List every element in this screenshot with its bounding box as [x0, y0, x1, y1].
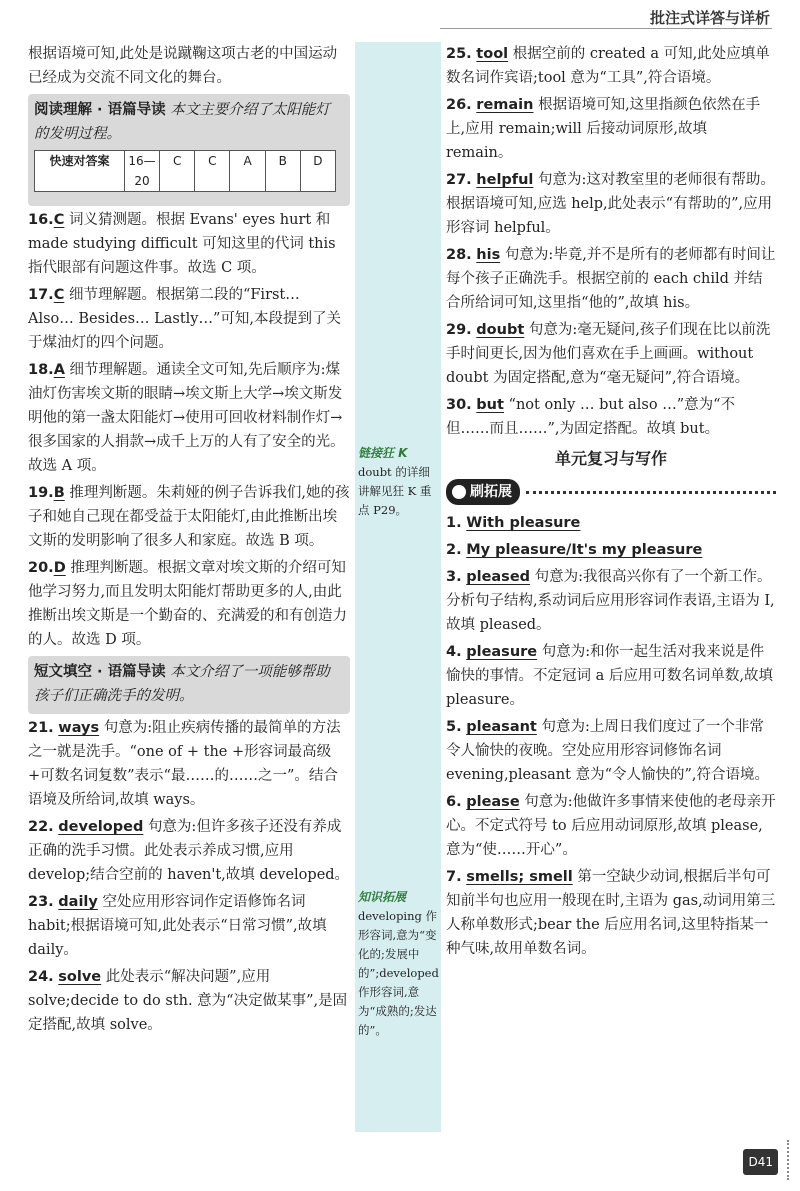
- item-explanation: 推理判断题。朱莉娅的例子告诉我们,她的孩子和她自己现在都受益于太阳能灯,由此推断出埃文斯的发明影响了很多人和家庭。故选 B 项。: [28, 485, 350, 549]
- item-explanation: 细节理解题。通读全文可知,先后顺序为:煤油灯伤害埃文斯的眼睛→埃文斯上大学→埃文斯发明他的第一盏太阳能灯→使用可回收材料制作灯→很多国家的人捐款→成千上万的人有了安全的光。故选 A 项。: [28, 362, 345, 474]
- answer-item: [446, 715, 776, 787]
- item-number: 28.: [446, 247, 472, 263]
- item-number: 20.: [28, 560, 54, 576]
- item-explanation: 句意为:我很高兴你有了一个新工作。分析句子结构,系动词后应用形容词作表语,主语为 I,故填 pleased。: [446, 569, 775, 633]
- knowledge-title: 知识拓展: [358, 890, 407, 904]
- item-explanation: 句意为:这对教室里的老师很有帮助。根据语境可知,应选 help,此处表示“有帮助的”,应用形容词 helpful。: [446, 172, 775, 236]
- item-answer: D: [53, 560, 66, 576]
- item-explanation: 根据语境可知,这里指颜色依然在手上,应用 remain;will 后接动词原形,故填 remain。: [446, 97, 761, 161]
- left-column: [28, 42, 350, 1040]
- answer-item: [446, 243, 776, 315]
- item-answer: A: [53, 362, 65, 378]
- item-explanation: 此处表示“解决问题”,应用 solve;decide to do sth. 意为“决定做某事”,是固定搭配,故填 solve。: [28, 969, 348, 1033]
- item-answer: ways: [58, 720, 100, 736]
- quick-answer: D: [313, 154, 323, 168]
- item-answer: My pleasure/It's my pleasure: [466, 542, 703, 558]
- item-answer: his: [476, 247, 501, 263]
- item-number: 26.: [446, 97, 472, 113]
- link-text: doubt 的详细讲解见狂 K 重点 P29。: [358, 465, 432, 517]
- item-number: 24.: [28, 969, 54, 985]
- item-explanation: 句意为:但许多孩子还没有养成正确的洗手习惯。此处表示养成习惯,应用 develop;结合空前的 haven't,故填 developed。: [28, 819, 350, 883]
- right-column: [446, 42, 776, 964]
- quick-answer: C: [160, 151, 195, 191]
- item-answer: smells; smell: [466, 869, 573, 885]
- answer-item: [28, 208, 350, 280]
- answer-item: [28, 556, 350, 652]
- item-number: 16.: [28, 212, 54, 228]
- answer-item: [28, 890, 350, 962]
- item-explanation: 句意为:上周日我们度过了一个非常令人愉快的夜晚。空处应用形容词修饰名词 evening,pleasant 意为“令人愉快的”,符合语境。: [446, 719, 769, 783]
- item-explanation: “not only … but also …”意为“不但……而且……”,为固定搭配。故填 but。: [446, 397, 736, 437]
- item-answer: but: [476, 397, 504, 413]
- item-explanation: 细节理解题。根据第二段的“First… Also… Besides… Lastly…”可知,本段提到了关于煤油灯的四个问题。: [28, 287, 342, 351]
- answer-item: [28, 965, 350, 1037]
- answer-item: [28, 358, 350, 478]
- answer-item: [446, 511, 776, 535]
- item-number: 19.: [28, 485, 54, 501]
- item-number: 5.: [446, 719, 462, 735]
- item-number: 7.: [446, 869, 462, 885]
- item-number: 25.: [446, 46, 472, 62]
- item-answer: C: [53, 212, 65, 228]
- answer-item: [28, 481, 350, 553]
- item-answer: please: [466, 794, 520, 810]
- answer-item: [446, 93, 776, 165]
- item-explanation: 句意为:他做许多事情来使他的老母亲开心。不定式符号 to 后应用动词原形,故填 please,意为“使……开心”。: [446, 794, 776, 858]
- link-note: [358, 444, 440, 520]
- item-answer: solve: [58, 969, 102, 985]
- answer-item: [446, 168, 776, 240]
- quick-range: 16—20: [125, 151, 160, 191]
- item-explanation: 空处应用形容词作定语修饰名词 habit;根据语境可知,此处表示“日常习惯”,故填 daily。: [28, 894, 327, 958]
- answer-item: [28, 283, 350, 355]
- quick-answer: A: [230, 151, 265, 191]
- item-number: 23.: [28, 894, 54, 910]
- item-answer: doubt: [476, 322, 525, 338]
- item-answer: daily: [58, 894, 98, 910]
- item-number: 2.: [446, 542, 462, 558]
- item-answer: tool: [476, 46, 509, 62]
- expand-label: 刷拓展: [470, 484, 512, 500]
- answer-item: [446, 318, 776, 390]
- reading-intro: 本文主要介绍了太阳能灯的发明过程。: [34, 102, 330, 142]
- answer-item: [446, 565, 776, 637]
- answer-item: [28, 815, 350, 887]
- expand-header: [446, 479, 776, 505]
- item-number: 30.: [446, 397, 472, 413]
- item-answer: remain: [476, 97, 534, 113]
- page-number: D41: [743, 1149, 778, 1175]
- answer-item: [446, 865, 776, 961]
- quick-answer: B: [266, 151, 301, 191]
- expand-badge: [446, 479, 520, 505]
- answer-item: [446, 538, 776, 562]
- item-explanation: 推理判断题。根据文章对埃文斯的介绍可知他学习努力,而且发明太阳能灯帮助更多的人,由此推断出埃文斯是一个勤奋的、充满爱的和有创造力的人。故选 D 项。: [28, 560, 347, 648]
- item-answer: developed: [58, 819, 144, 835]
- item-answer: C: [53, 287, 65, 303]
- quick-label: 快速对答案: [35, 151, 125, 191]
- reading-tag: 阅读理解 · 语篇导读: [34, 102, 166, 118]
- item-explanation: 根据空前的 created a 可知,此处应填单数名词作宾语;tool 意为“工具”,符合语境。: [446, 46, 770, 86]
- dotted-divider: [526, 491, 776, 494]
- answer-item: [446, 42, 776, 90]
- item-explanation: 句意为:和你一起生活对我来说是件愉快的事情。不定冠词 a 后应用可数名词单数,故填 pleasure。: [446, 644, 773, 708]
- item-answer: pleased: [466, 569, 531, 585]
- answer-item: [446, 790, 776, 862]
- intro-text: 根据语境可知,此处是说蹴鞠这项古老的中国运动已经成为交流不同文化的舞台。: [28, 46, 338, 86]
- item-answer: pleasant: [466, 719, 537, 735]
- item-answer: helpful: [476, 172, 534, 188]
- item-answer: B: [53, 485, 65, 501]
- item-number: 22.: [28, 819, 54, 835]
- section-title: 单元复习与写作: [554, 449, 667, 468]
- item-number: 29.: [446, 322, 472, 338]
- answer-item: [446, 393, 776, 441]
- rocket-icon: [452, 485, 466, 499]
- item-number: 3.: [446, 569, 462, 585]
- answer-item: [446, 640, 776, 712]
- item-number: 17.: [28, 287, 54, 303]
- item-number: 6.: [446, 794, 462, 810]
- answer-item: [28, 716, 350, 812]
- item-explanation: 句意为:毫无疑问,孩子们现在比以前洗手时间更长,因为他们喜欢在手上画画。without doubt 为固定搭配,意为“毫无疑问”,符合语境。: [446, 322, 771, 386]
- reading-box: [28, 94, 350, 206]
- item-number: 1.: [446, 515, 462, 531]
- quick-answer: C: [195, 151, 230, 191]
- item-number: 27.: [446, 172, 472, 188]
- item-number: 21.: [28, 720, 54, 736]
- item-explanation: 第一空缺少动词,根据后半句可知前半句也应用一般现在时,主语为 gas,动词用第三人称单数形式;bear the 后应用名词,这里特指某一种气味,故用单数名词。: [446, 869, 776, 957]
- cloze-intro: 本文介绍了一项能够帮助孩子们正确洗手的发明。: [34, 664, 330, 704]
- item-number: 18.: [28, 362, 54, 378]
- knowledge-note: [358, 888, 440, 1040]
- item-explanation: 句意为:阻止疾病传播的最简单的方法之一就是洗手。“one of + the +形容词最高级+可数名词复数”表示“最……的……之一”。结合语境及所给词,故填 ways。: [28, 720, 341, 808]
- cloze-tag: 短文填空 · 语篇导读: [34, 664, 166, 680]
- item-answer: pleasure: [466, 644, 538, 660]
- cloze-box: [28, 656, 350, 714]
- item-answer: With pleasure: [466, 515, 581, 531]
- item-explanation: 句意为:毕竟,并不是所有的老师都有时间让每个孩子正确洗手。根据空前的 each child 并结合所给词可知,这里指“他的”,故填 his。: [446, 247, 776, 311]
- knowledge-text: developing 作形容词,意为“变化的;发展中的”;developed 作形容词,意为“成熟的;发达的”。: [358, 909, 439, 1037]
- page-edge-dots: [787, 1140, 790, 1180]
- header-divider: [440, 28, 772, 29]
- item-explanation: 词义猜测题。根据 Evans' eyes hurt 和 made studying difficult 可知这里的代词 this 指代眼部有问题这件事。故选 C 项。: [28, 212, 336, 276]
- item-number: 4.: [446, 644, 462, 660]
- page-header: 批注式详答与详析: [649, 9, 770, 27]
- quick-answers-table: [34, 150, 336, 192]
- link-title: 链接狂 K: [358, 446, 408, 460]
